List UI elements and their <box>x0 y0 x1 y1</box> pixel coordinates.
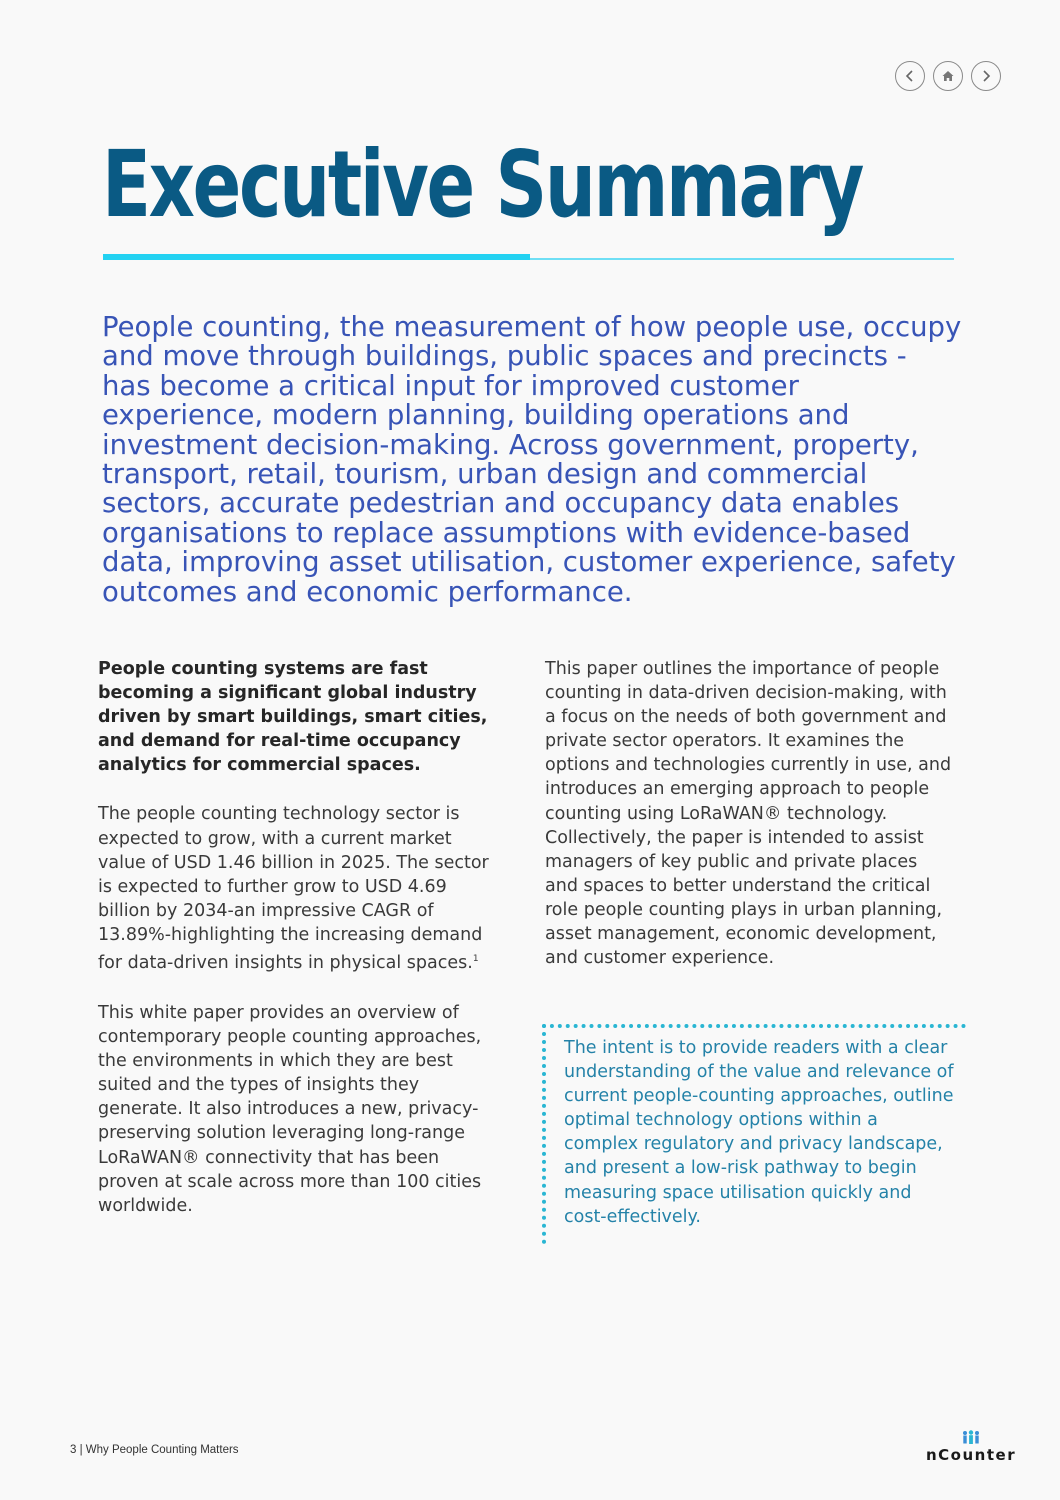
logo-text: nCounter <box>926 1446 1017 1464</box>
right-column <box>545 657 955 970</box>
market-paragraph: The people counting technology sector is expected to grow, with a current market value of USD 1.46 billion in 2025. The sector is expected to further grow to USD 4.69 billion by 2034-an impressive CAGR of 13.89%-highlighting the increasing demand for data-driven insights in physical spaces.$^1$ <box>98 804 489 973</box>
home-button[interactable] <box>933 61 963 91</box>
paper-outline-paragraph: This paper outlines the importance of people counting in data-driven decision-making, with a focus on the needs of both government and private sector operators. It examines the options and technologies currently in use, and introduces an emerging approach to people counting using LoRaWAN® technology. Collectively, the paper is intended to assist managers of key public and private places and spaces to better understand the critical role people counting plays in urban planning, asset management, economic development, and customer experience. <box>545 659 952 969</box>
overview-paragraph: This white paper provides an overview of contemporary people counting approaches, the environments in which they are best suited and the types of insights they generate. It also introduces a new, privacy-preserving solution leveraging long-range LoRaWAN® connectivity that has been proven at scale across more than 100 cities worldwide. <box>98 1002 482 1216</box>
page-navigation <box>895 61 1001 91</box>
ncounter-logo <box>926 1430 1016 1465</box>
page-title: Executive Summary <box>102 131 863 238</box>
page-footer-label: 3 | Why People Counting Matters <box>70 1444 239 1456</box>
chevron-left-icon <box>903 69 917 83</box>
title-underline-accent <box>103 254 530 260</box>
bold-intro: People counting systems are fast becoming a significant global industry driven by smart buildings, smart cities, and demand for real-time occupancy analytics for commercial spaces. <box>98 659 488 776</box>
left-column <box>98 657 498 1218</box>
chevron-right-icon <box>979 69 993 83</box>
prev-page-button[interactable] <box>895 61 925 91</box>
lead-paragraph: People counting, the measurement of how people use, occupy and move through buildings, public spaces and precincts - has become a critical input for improved customer experience, modern planning, building operations and investment decision-making. Across government, property, transport, retail, tourism, urban design and commercial sectors, accurate pedestrian and occupancy data enables organisations to replace assumptions with evidence-based data, improving asset utilisation, customer experience, safety outcomes and economic performance. <box>102 311 962 608</box>
callout-text: The intent is to provide readers with a clear understanding of the value and relevance of current people-counting approaches, outline optimal technology options within a complex regulatory and privacy landscape, and present a low-risk pathway to begin measuring space utilisation quickly and cost-effectively. <box>564 1038 954 1227</box>
next-page-button[interactable] <box>971 61 1001 91</box>
title-underline-rule <box>530 258 954 260</box>
footnote-marker: 1 <box>472 954 479 965</box>
home-icon <box>941 69 955 83</box>
people-logo-icon <box>961 1430 981 1444</box>
